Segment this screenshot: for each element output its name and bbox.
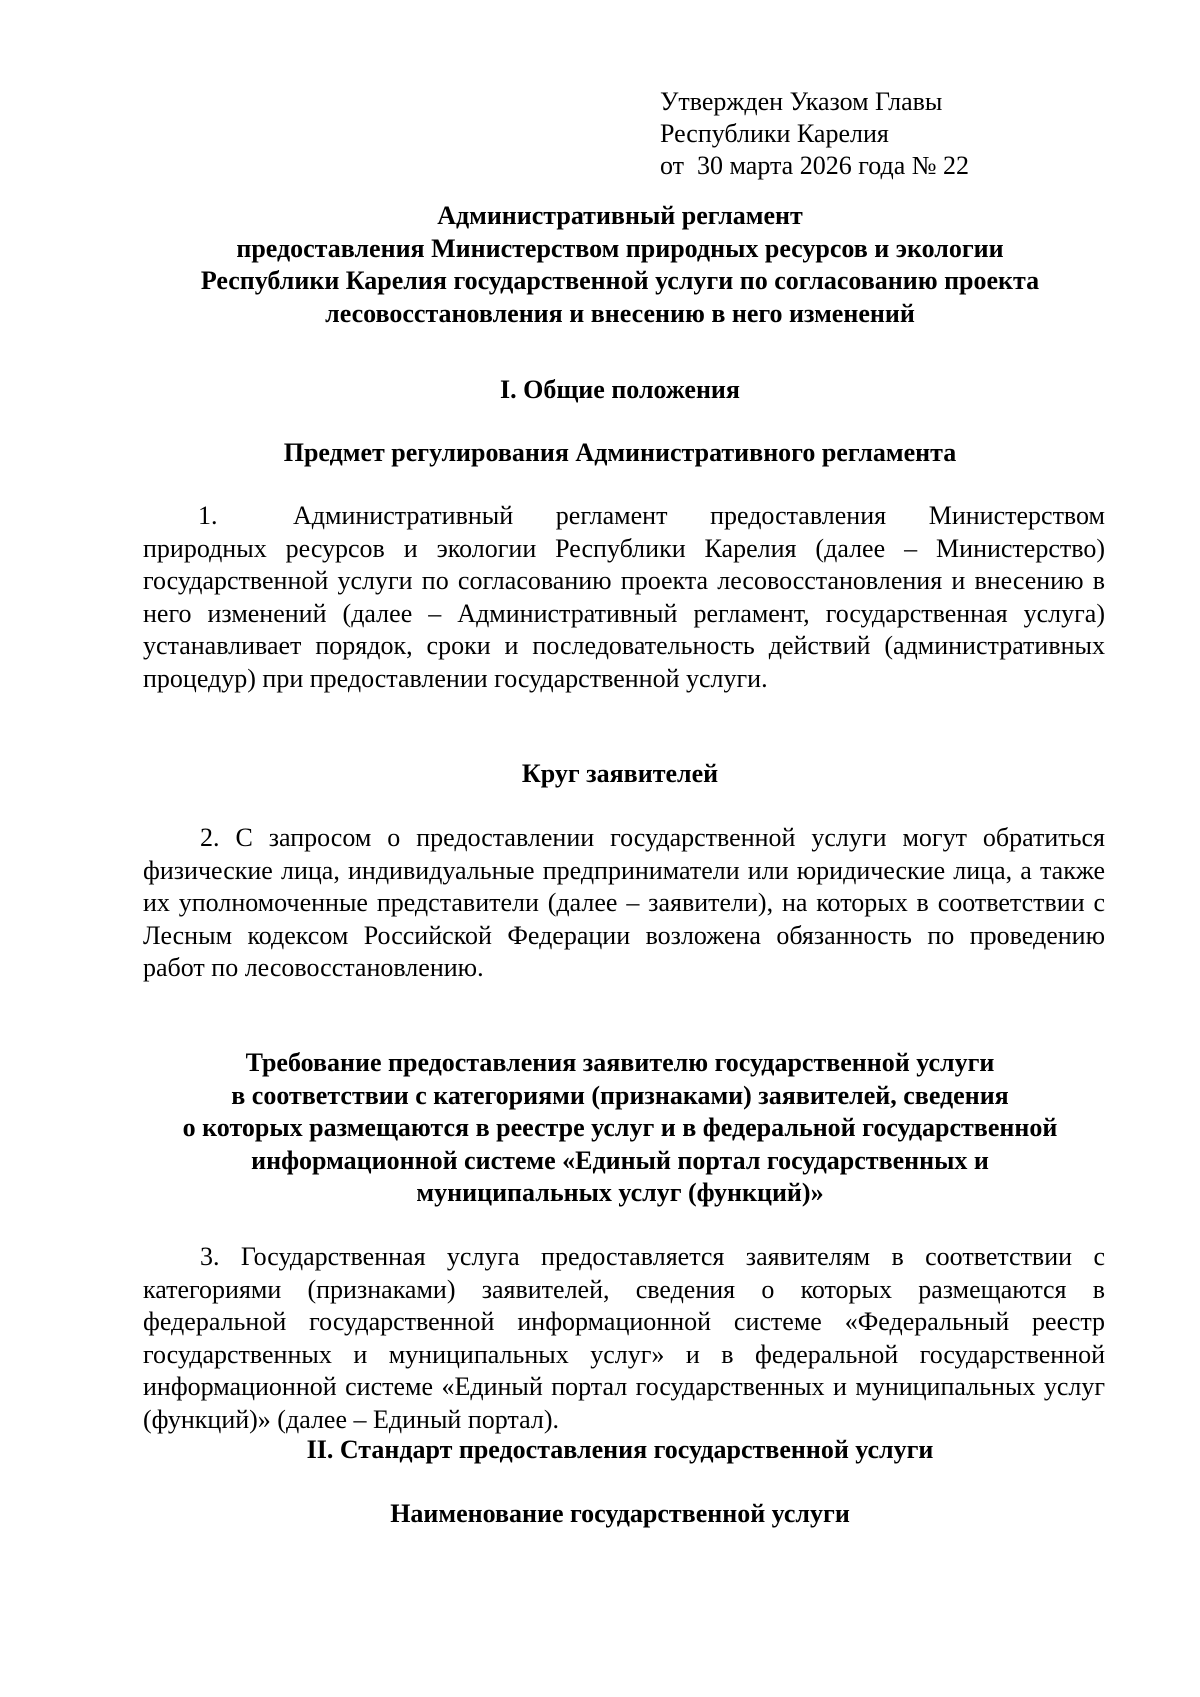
- paragraph-3: 3. Государственная услуга предоставляется заявителям в соответствии с категориями (признаками) заявителей, сведения о которых размещаются в федеральной государственной информационной системе «Федеральный реестр государственных и муниципальных услуг» и в федеральной государственной информационной системе «Единый портал государственных и муниципальных услуг (функций)» (далее – Единый портал).: [143, 1242, 1105, 1434]
- title-line-2: предоставления Министерством природных ресурсов и экологии: [236, 233, 1004, 263]
- subheading-requirement: [140, 1047, 1100, 1210]
- requirement-line-5: муниципальных услуг (функций)»: [416, 1178, 824, 1207]
- subheading-service-name: Наименование государственной услуги: [390, 1499, 850, 1528]
- requirement-line-4: информационной системе «Единый портал государственных и: [251, 1145, 989, 1175]
- requirement-line-2: в соответствии с категориями (признаками) заявителей, сведения: [231, 1080, 1009, 1110]
- title-line-1: Административный регламент: [437, 201, 803, 230]
- document-title: [140, 200, 1100, 330]
- paragraph-1: [143, 500, 1105, 695]
- paragraph-1-text: Административный регламент предоставления Министерством природных ресурсов и экологии Республики Карелия (далее – Министерство) государственной услуги по согласованию проекта лесовосстановления и внесению в него изменений (далее – Административный регламент, государственная услуга) устанавливает порядок, сроки и последовательность действий (административных процедур) при предоставлении государственной услуги.: [143, 501, 1105, 693]
- subheading-applicants: Круг заявителей: [521, 759, 719, 788]
- subheading-subject: Предмет регулирования Административного регламента: [283, 438, 957, 467]
- title-line-3: Республики Карелия государственной услуги по согласованию проекта: [200, 266, 1040, 295]
- approval-line-2: Республики Карелия: [660, 119, 889, 148]
- requirement-line-1: Требование предоставления заявителю государственной услуги: [245, 1048, 995, 1077]
- title-line-4: лесовосстановления и внесению в него изменений: [325, 298, 915, 328]
- paragraph-1-number: 1.: [198, 501, 218, 530]
- approval-line-1: Утвержден Указом Главы: [660, 87, 943, 116]
- paragraph-2: 2. С запросом о предоставлении государственной услуги могут обратиться физические лица, индивидуальные предприниматели или юридические лица, а также их уполномоченные представители (далее – заявители), на которых в соответствии с Лесным кодексом Российской Федерации возложена обязанность по проведению работ по лесовосстановлению.: [143, 823, 1105, 982]
- section-2-heading: II. Стандарт предоставления государственной услуги: [306, 1435, 934, 1464]
- section-1-heading: I. Общие положения: [500, 375, 740, 404]
- requirement-line-3: о которых размещаются в реестре услуг и в федеральной государственной: [182, 1113, 1058, 1142]
- approval-line-3: от 30 марта 2026 года № 22: [660, 151, 970, 180]
- approval-stamp: [660, 86, 969, 182]
